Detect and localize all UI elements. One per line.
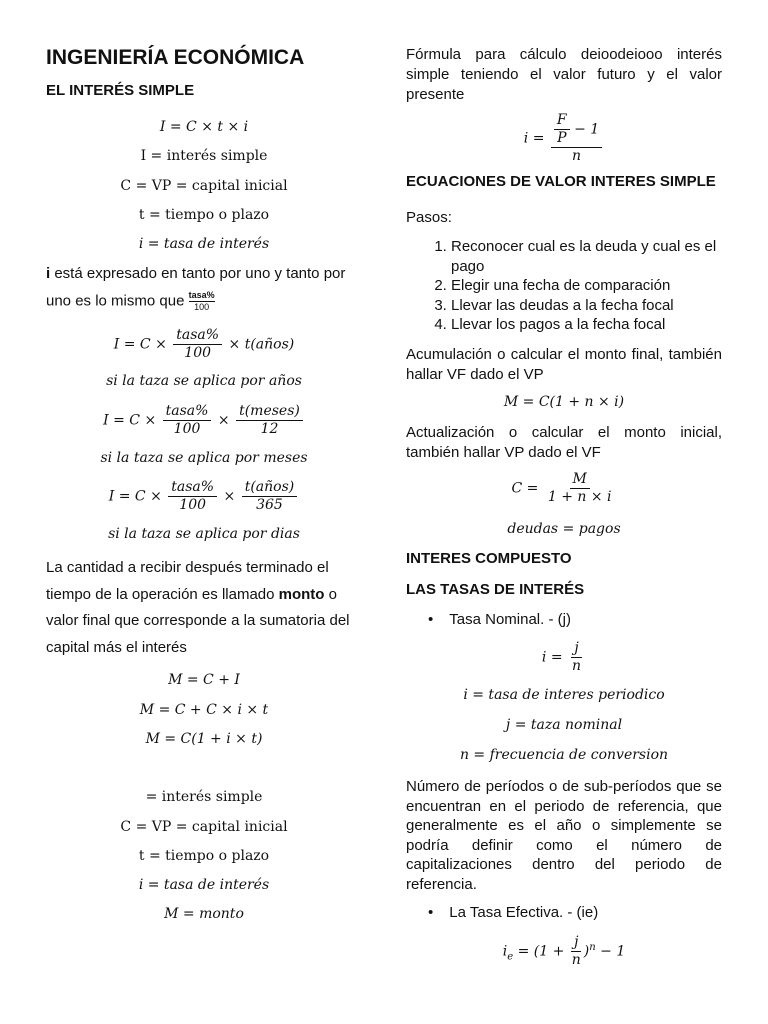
section-heading-ecuaciones: ECUACIONES DE VALOR INTERES SIMPLE [406,173,716,190]
definition-tiempo: t = tiempo o plazo [138,848,270,864]
formula-part: × t(años) [228,336,295,353]
formula-part: I = C × [108,488,162,505]
formula-part: × [223,488,236,505]
paragraph-actualizacion: Actualización o calcular el monto inicial, también hallar VP dado el VF [406,424,722,461]
fraction [242,479,298,514]
definition-i: i = tasa de interés [138,236,270,252]
fraction-denominator: 100 [179,497,207,513]
formula-monthly [46,403,362,438]
inner-fraction [554,112,570,147]
definition-monto: M = monto [164,906,244,922]
formula-monto-3: M = C(1 + i × t) [145,731,263,747]
paragraph-line: La cantidad a recibir después terminado el [46,559,329,576]
bullet-tasa-efectiva [428,904,598,921]
paragraph-i-expresado [46,264,362,313]
pasos-label: Pasos: [406,209,452,226]
list-item: 1. Reconocer cual es la deuda y cual es el pago [451,237,722,276]
definition-t: t = tiempo o plazo [138,207,270,223]
caption-monthly: si la taza se aplica por meses [100,450,308,466]
fraction-numerator: tasa% [188,290,215,300]
fraction-numerator: j [571,934,581,952]
paragraph-text: está expresado en tanto por uno y tanto por [50,265,346,282]
fraction-numerator: M [570,471,590,489]
fraction [236,403,303,438]
formula-part: ) [583,943,590,960]
fraction [545,471,615,506]
definition-C: C = VP = capital inicial [120,178,288,194]
bullet-text: Tasa Nominal. - (j) [449,611,571,628]
formula-part: × [217,412,230,429]
definition-I: I = interés simple [140,148,268,164]
formula-part: = (1 + [513,943,565,960]
formula-part: i = [523,130,545,147]
formula-part: I = C × [103,412,157,429]
formula-i-jn [406,640,722,675]
formula-part: C = [511,480,539,497]
formula-part: i [502,943,508,960]
fraction-numerator [551,112,602,148]
bullet-text: La Tasa Efectiva. - (ie) [449,904,599,921]
fraction-numerator: tasa% [163,403,212,421]
bullet-icon: • [428,611,434,628]
caption-annual: si la taza se aplica por años [106,373,302,389]
paragraph-text: tiempo de la operación es llamado [46,585,279,603]
paragraph-line: capital más el interés [46,638,187,656]
list-item: 2. Elegir una fecha de comparación [451,276,722,296]
paragraph-formula-intro: Fórmula para cálculo deioodeiooo interés simple teniendo el valor futuro y el valor presente [406,46,722,103]
formula-tasa-efectiva [406,934,722,969]
paragraph-text: o [324,585,337,603]
steps-list [406,237,722,335]
fraction-denominator: 100 [194,302,210,312]
formula-interes-simple: I = C × t × i [159,119,249,135]
fraction [168,479,217,514]
fraction-denominator: n [572,148,582,164]
section-heading-tasas: LAS TASAS DE INTERÉS [406,581,585,598]
paragraph-monto [46,555,362,661]
formula-daily [46,479,362,514]
fraction-numerator: tasa% [168,479,217,497]
formula-monto-1: M = C + I [168,672,240,688]
formula-part: I = C × [113,336,167,353]
bold-i: i [46,265,51,282]
fraction-numerator: t(años) [242,479,298,497]
definition-tasa: i = tasa de interés [138,877,270,893]
fraction-denominator: 365 [256,497,283,513]
caption-daily: si la taza se aplica por dias [108,526,300,542]
fraction-denominator: n [571,952,581,968]
definition-n: n = frecuencia de conversion [459,747,669,763]
list-item: 4. Llevar los pagos a la fecha focal [451,315,722,335]
paragraph-text: uno es lo mismo que [46,292,189,310]
formula-part: − 1 [569,121,600,138]
definition-interes: = interés simple [145,789,263,805]
section-heading-interes-simple: EL INTERÉS SIMPLE [46,82,195,99]
formula-deudas-pagos: deudas = pagos [507,521,621,537]
fraction-numerator: tasa% [173,327,222,345]
fraction [551,112,602,165]
fraction [173,327,222,362]
small-fraction [189,290,215,313]
document-title: INGENIERÍA ECONÓMICA [46,46,305,69]
fraction-denominator: 1 + n × i [547,489,612,505]
fraction-numerator: t(meses) [236,403,303,421]
definition-j: j = taza nominal [505,717,623,733]
fraction-denominator: P [557,130,567,146]
formula-i-from-FP [406,112,722,165]
paragraph-line: valor final que corresponde a la sumatoria del [46,612,350,629]
formula-part: − 1 [595,943,626,960]
fraction [163,403,212,438]
fraction-denominator: n [572,658,582,674]
definition-i-periodico: i = tasa de interes periodico [463,687,665,703]
formula-part: i = [541,649,563,666]
definition-capital: C = VP = capital inicial [120,819,288,835]
formula-superscript: n [589,941,596,953]
formula-actualizacion [406,471,722,506]
section-heading-interes-compuesto: INTERES COMPUESTO [406,550,572,567]
fraction-numerator: j [571,640,581,658]
fraction [569,934,584,969]
paragraph-acumulacion: Acumulación o calcular el monto final, también hallar VF dado el VP [406,346,722,383]
list-item: 3. Llevar las deudas a la fecha focal [451,296,722,316]
fraction [569,640,584,675]
fraction-denominator: 100 [184,345,212,361]
formula-acumulacion: M = C(1 + n × i) [503,394,625,410]
fraction-numerator: F [554,112,570,130]
formula-monto-2: M = C + C × i × t [139,702,269,718]
fraction-denominator: 100 [173,421,201,437]
formula-subscript: e [507,951,514,963]
formula-annual [46,327,362,362]
fraction-denominator: 12 [260,421,279,437]
paragraph-periodos: Número de períodos o de sub-períodos que se encuentran en el periodo de referencia, que generalmente es el año o simplemente se podría definir como el número de capitalizaciones dentro del periodo de referencia. [406,778,722,893]
bold-monto: monto [278,585,325,603]
bullet-tasa-nominal [428,611,571,628]
bullet-icon: • [428,904,434,921]
paragraph-line [46,582,362,609]
